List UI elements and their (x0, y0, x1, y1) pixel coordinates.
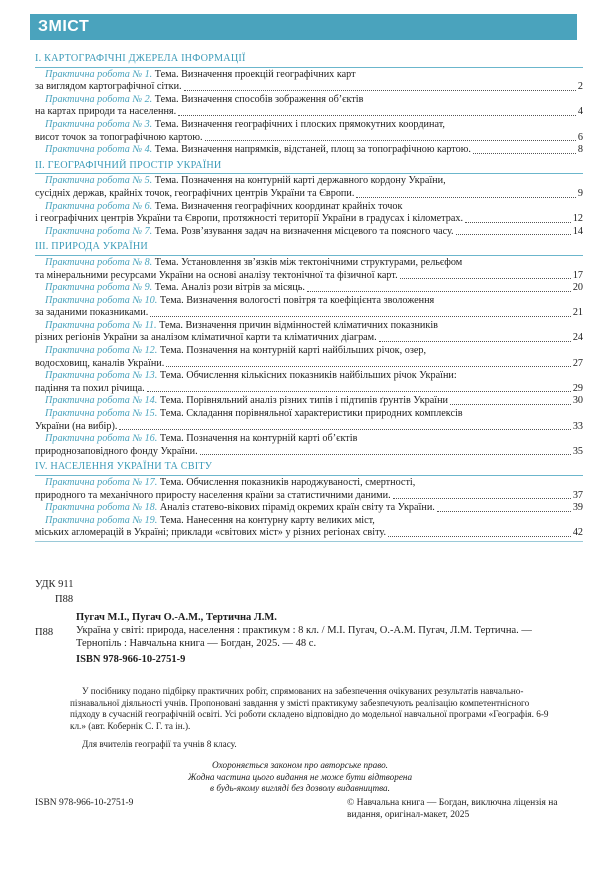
topic-text: Тема. Визначення способів зображення об’єктів (154, 93, 364, 105)
topic-continuation: на картах природи та населення. (35, 106, 177, 118)
topic-continuation: і географічних центрів України та Європи, протяжності території України в градусах і кілометрах. (35, 213, 464, 225)
toc-entry[interactable] (35, 69, 583, 94)
toc-entry[interactable] (35, 175, 583, 200)
practical-label: Практична робота № 15. (45, 408, 158, 420)
page-number: 37 (572, 489, 583, 501)
toc-entry[interactable] (35, 395, 583, 408)
toc-entry[interactable] (35, 282, 583, 295)
page-number: 33 (572, 420, 583, 432)
toc-entry[interactable] (35, 515, 583, 540)
toc-entry[interactable] (35, 94, 583, 119)
page-number: 27 (572, 357, 583, 369)
page-number: 12 (572, 213, 583, 225)
practical-label: Практична робота № 2. (45, 93, 153, 105)
topic-text: Тема. Порівняльний аналіз різних типів і підтипів ґрунтів України (159, 395, 449, 407)
toc-entry[interactable] (35, 257, 583, 282)
practical-label: Практична робота № 14. (45, 395, 158, 407)
topic-text: Тема. Визначення географічних і плоских прямокутних координат, (154, 118, 445, 130)
toc-entry[interactable] (35, 320, 583, 345)
bibliographic-description (76, 611, 576, 666)
toc-entry[interactable] (35, 408, 583, 433)
practical-label: Практична робота № 18. (45, 502, 158, 514)
topic-text: Тема. Визначення вологості повітря та коефіцієнта зволоження (159, 294, 435, 306)
toc-section (35, 53, 583, 157)
topic-text: Тема. Установлення зв’язків між тектонічними структурами, рельєфом (154, 256, 463, 268)
page-number: 21 (572, 307, 583, 319)
page-number: 42 (572, 527, 583, 539)
topic-text: Тема. Обчислення показників народжуваності, смертності, (159, 477, 416, 488)
practical-label: Практична робота № 13. (45, 370, 158, 382)
practical-label: Практична робота № 8. (45, 256, 153, 268)
topic-text: Тема. Позначення на контурній карті найбільших річок, озер, (159, 345, 427, 357)
topic-text: Тема. Визначення географічних координат крайніх точок (154, 200, 403, 212)
topic-continuation: сусідніх держав, крайніх точок, географічних центрів України та Європи. (35, 187, 355, 199)
toc-entry[interactable] (35, 502, 583, 515)
page-number: 39 (572, 502, 583, 514)
page-number: 14 (572, 225, 583, 237)
toc-entry[interactable] (35, 226, 583, 239)
practical-label: Практична робота № 19. (45, 514, 158, 526)
page-number: 20 (572, 282, 583, 294)
practical-label: Практична робота № 5. (45, 175, 153, 187)
topic-continuation: та мінеральними ресурсами України на основі аналізу тектонічної та фізичної карт. (35, 269, 398, 281)
topic-continuation: падіння та похил річища. (35, 382, 145, 394)
copyright-notice (150, 760, 450, 795)
topic-text: Тема. Позначення на контурній карті державного кордону України, (154, 175, 446, 187)
page-number: 9 (577, 187, 583, 199)
publication-description: Україна у світі: природа, населення : практикум : 8 кл. / М.І. Пугач, О.-А.М. Пугач, Л.М. Тертична. — Тернопіль : Навчальна книга — Богдан, 2025. — 48 с. (76, 625, 532, 649)
toc-entry[interactable] (35, 201, 583, 226)
practical-label: Практична робота № 6. (45, 200, 153, 212)
toc-section (35, 241, 583, 458)
practical-label: Практична робота № 1. (45, 68, 153, 80)
section-heading: III. ПРИРОДА УКРАЇНИ (35, 241, 583, 256)
topic-continuation: природного та механічного приросту населення країни за статистичними даними. (35, 489, 391, 501)
toc-entry[interactable] (35, 433, 583, 458)
page-number: 24 (572, 332, 583, 344)
topic-continuation: міських агломерацій в Україні; приклади «світових міст» у різних регіонах світу. (35, 527, 387, 539)
isbn: ISBN 978-966-10-2751-9 (76, 654, 186, 665)
page-number: 35 (572, 445, 583, 457)
practical-label: Практична робота № 16. (45, 433, 158, 445)
practical-label: Практична робота № 17. (45, 477, 158, 488)
toc-section (35, 461, 583, 542)
topic-text: Тема. Визначення проекцій географічних карт (154, 68, 356, 80)
toc-entry[interactable] (35, 370, 583, 395)
section-heading: I. КАРТОГРАФІЧНІ ДЖЕРЕЛА ІНФОРМАЦІЇ (35, 53, 583, 68)
page-number: 17 (572, 269, 583, 281)
authors: Пугач М.І., Пугач О.-А.М., Тертична Л.М. (76, 612, 277, 623)
table-of-contents (35, 50, 583, 542)
section-heading: IV. НАСЕЛЕННЯ УКРАЇНИ ТА СВІТУ (35, 461, 583, 476)
footer-isbn: ISBN 978-966-10-2751-9 (35, 798, 134, 808)
author-sign: П88 (35, 627, 54, 638)
page-number: 2 (577, 81, 583, 93)
practical-label: Практична робота № 10. (45, 294, 158, 306)
toc-entry[interactable] (35, 144, 583, 157)
page-number: 30 (572, 395, 583, 407)
contents-title: ЗМІСТ (38, 18, 90, 35)
udk-code: УДК 911 (35, 579, 74, 590)
topic-continuation: за виглядом картографічної сітки. (35, 81, 182, 93)
rights-line: в будь-якому вигляді без дозволу видавництва. (210, 783, 390, 793)
section-heading: II. ГЕОГРАФІЧНИЙ ПРОСТІР УКРАЇНИ (35, 160, 583, 175)
practical-label: Практична робота № 11. (45, 319, 157, 331)
page-number: 6 (577, 131, 583, 143)
topic-text: Аналіз статево-вікових пірамід окремих країн світу та України. (159, 502, 435, 514)
cutter-code: П88 (55, 594, 74, 605)
practical-label: Практична робота № 12. (45, 345, 158, 357)
toc-entry[interactable] (35, 119, 583, 144)
topic-text: Тема. Нанесення на контурну карту великих міст, (159, 514, 375, 526)
toc-section (35, 160, 583, 239)
topic-text: Тема. Визначення напрямків, відстаней, площ за топографічною картою. (154, 144, 471, 156)
topic-continuation: за заданими показниками. (35, 307, 149, 319)
audience-text: Для вчителів географії та учнів 8 класу. (82, 739, 237, 749)
practical-label: Практична робота № 4. (45, 144, 153, 156)
page-number: 8 (577, 144, 583, 156)
toc-entry[interactable] (35, 477, 583, 502)
topic-continuation: висот точок за топографічною картою. (35, 131, 203, 143)
topic-continuation: водосховищ, каналів України. (35, 357, 165, 369)
topic-text: Тема. Визначення причин відмінностей кліматичних показників (159, 319, 438, 331)
topic-text: Тема. Розв’язування задач на визначення місцевого та поясного часу. (154, 225, 454, 237)
topic-text: Тема. Обчислення кількісних показників найбільших річок України: (159, 370, 457, 382)
topic-continuation: різних регіонів України за аналізом кліматичної карти та кліматичних діаграм. (35, 332, 377, 344)
practical-label: Практична робота № 9. (45, 282, 153, 294)
footer-copyright: © Навчальна книга — Богдан, виключна ліцензія на видання, оригінал-макет, 2025 (347, 798, 558, 820)
topic-continuation: природнозаповідного фонду України. (35, 445, 198, 457)
contents-header-bar (30, 14, 577, 40)
page-number: 4 (577, 106, 583, 118)
topic-continuation: України (на вибір). (35, 420, 118, 432)
abstract-text: У посібнику подано підбірку практичних робіт, спрямованих на забезпечення очікуваних результатів навчально-пізнавальної діяльності учнів. Пропоновані завдання у змісті практикуму забезпечують реалізацію компетентнісного підходу в сучасній географічній освіті. Усі роботи складено відповідно до модельної навчальної програми «Географія. 6-9 кл.» (авт. Кобернік С. Г. та ін.). (70, 686, 549, 731)
rights-line: Жодна частина цього видання не може бути відтворена (187, 771, 413, 782)
rights-line: Охороняється законом про авторське право. (212, 760, 388, 770)
page-number: 29 (572, 382, 583, 394)
topic-text: Тема. Складання порівняльної характеристики природних комплексів (159, 408, 463, 420)
toc-entry[interactable] (35, 345, 583, 370)
practical-label: Практична робота № 7. (45, 225, 153, 237)
toc-bottom-divider (35, 541, 583, 542)
practical-label: Практична робота № 3. (45, 118, 153, 130)
toc-entry[interactable] (35, 295, 583, 320)
topic-text: Тема. Аналіз рози вітрів за місяць. (154, 282, 305, 294)
topic-text: Тема. Позначення на контурній карті об’єктів (159, 433, 358, 445)
